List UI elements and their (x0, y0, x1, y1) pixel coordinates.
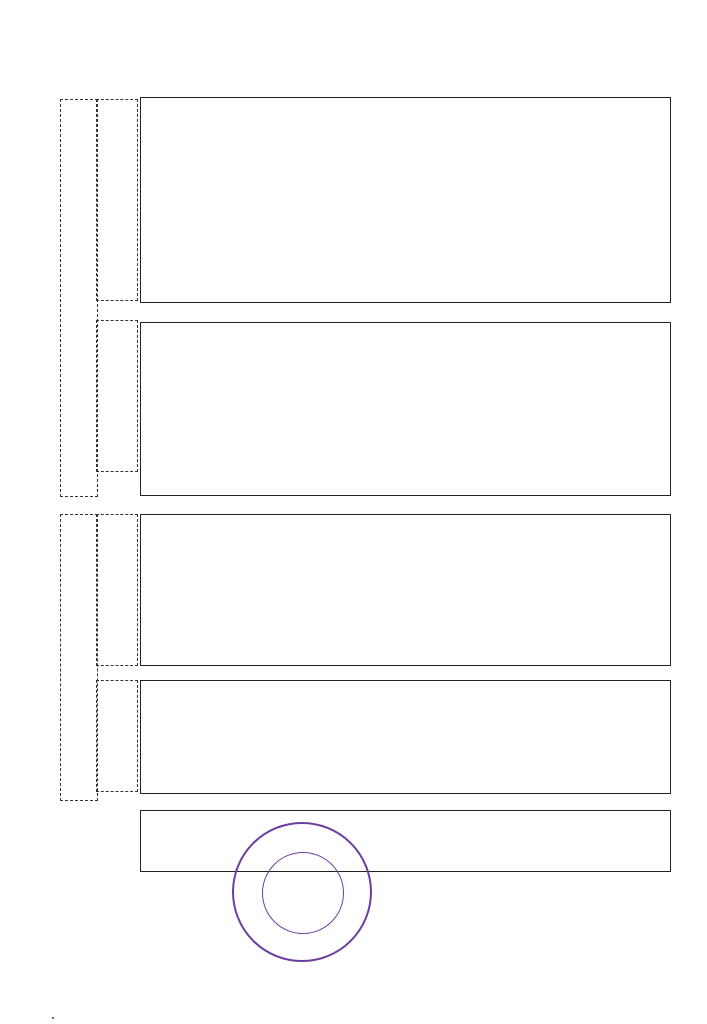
labour-table (140, 97, 671, 303)
income-table (140, 810, 671, 872)
timber-section (96, 514, 138, 666)
other-table (140, 680, 671, 794)
scan-dot (52, 1017, 54, 1019)
other-section (96, 680, 138, 792)
inputs-section (60, 99, 98, 497)
group-labour-section (96, 99, 138, 301)
returns-section (60, 514, 98, 801)
capital-section (96, 320, 138, 472)
capital-table (140, 322, 671, 496)
stamp-inner-ring (262, 852, 344, 934)
official-stamp (232, 822, 372, 962)
timber-table (140, 514, 671, 666)
